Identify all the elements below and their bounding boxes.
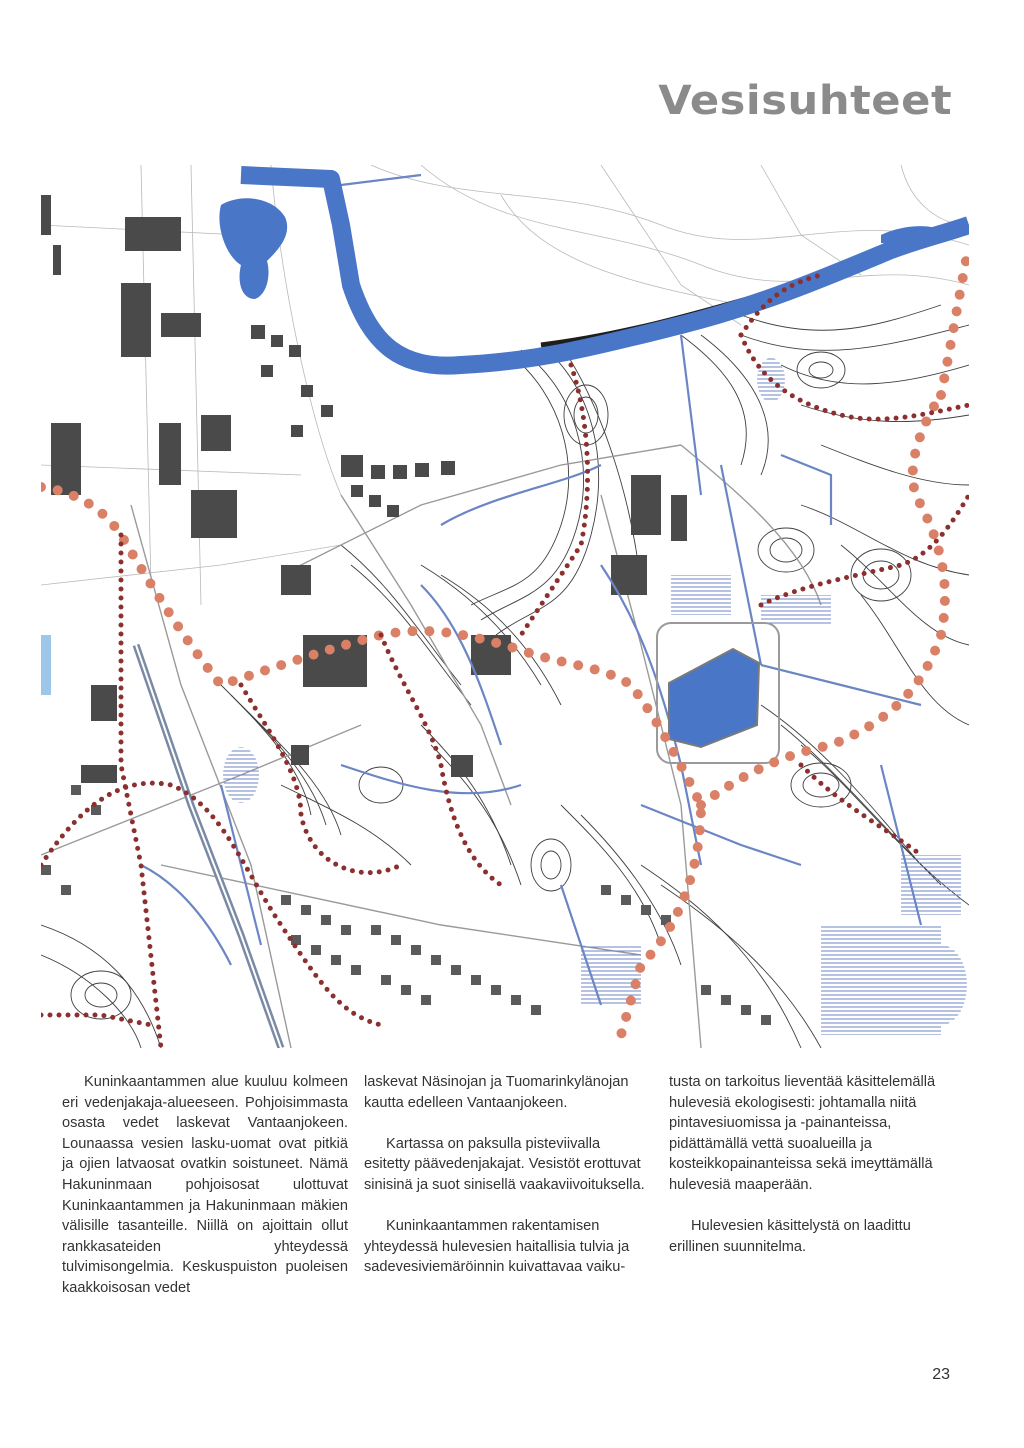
water-relations-map bbox=[41, 165, 969, 1048]
text-column-3 bbox=[669, 1072, 955, 1257]
paragraph: Hulevesien käsittelystä on laadittu erillinen suunnitelma. bbox=[669, 1218, 911, 1255]
lake-northwest bbox=[219, 198, 287, 299]
paragraph: Kuninkaantammen alue kuuluu kolmeen eri vedenjakaja-alueeseen. Pohjoisimmasta osasta vedet laskevat Vantaanjokeen. Lounaassa vesien lasku-uomat ovat pitkiä ja ojien latvaosat ovatkin soistuneet. Nämä Hakuninmaan pohjoisosat ulottuvat Kuninkaantammen ja Hakuninmaan mäkien välisille tasanteille. Niillä on ajoittain ollut rankkasateiden yhteydessä tulvimisongelmia. Keskuspuiston puoleisen kaakkoisosan vedet bbox=[62, 1074, 348, 1296]
paragraph: laskevat Näsinojan ja Tuomarinkylänojan kautta edelleen Vantaanjokeen. bbox=[364, 1074, 629, 1111]
page-number: 23 bbox=[932, 1366, 950, 1383]
paragraph: tusta on tarkoitus lieventää käsittelemällä hulevesiä ekologisesti: johtamalla niitä pintavesiuomissa ja -painanteissa, pidättämällä vettä suoalueilla ja kosteikkopainanteissa sekä imeyttämällä hulevesiä maaperään. bbox=[669, 1074, 936, 1193]
paragraph: Kartassa on paksulla pisteviivalla esitetty päävedenjakajat. Vesistöt erottuvat sinisinä ja suot sinisellä vaakaviivoituksella. bbox=[364, 1135, 645, 1193]
retention-pond bbox=[669, 649, 759, 747]
river-vantaanjoki bbox=[241, 175, 969, 366]
text-column-2 bbox=[364, 1072, 650, 1278]
page-title: Vesisuhteet bbox=[658, 78, 952, 124]
buildings bbox=[41, 195, 687, 783]
residential-houses bbox=[41, 785, 771, 1025]
paragraph: Kuninkaantammen rakentamisen yhteydessä hulevesien haitallisia tulvia ja sadevesiviemäröinnin kuivattavaa vaiku- bbox=[364, 1218, 630, 1276]
text-column-1 bbox=[62, 1072, 348, 1299]
